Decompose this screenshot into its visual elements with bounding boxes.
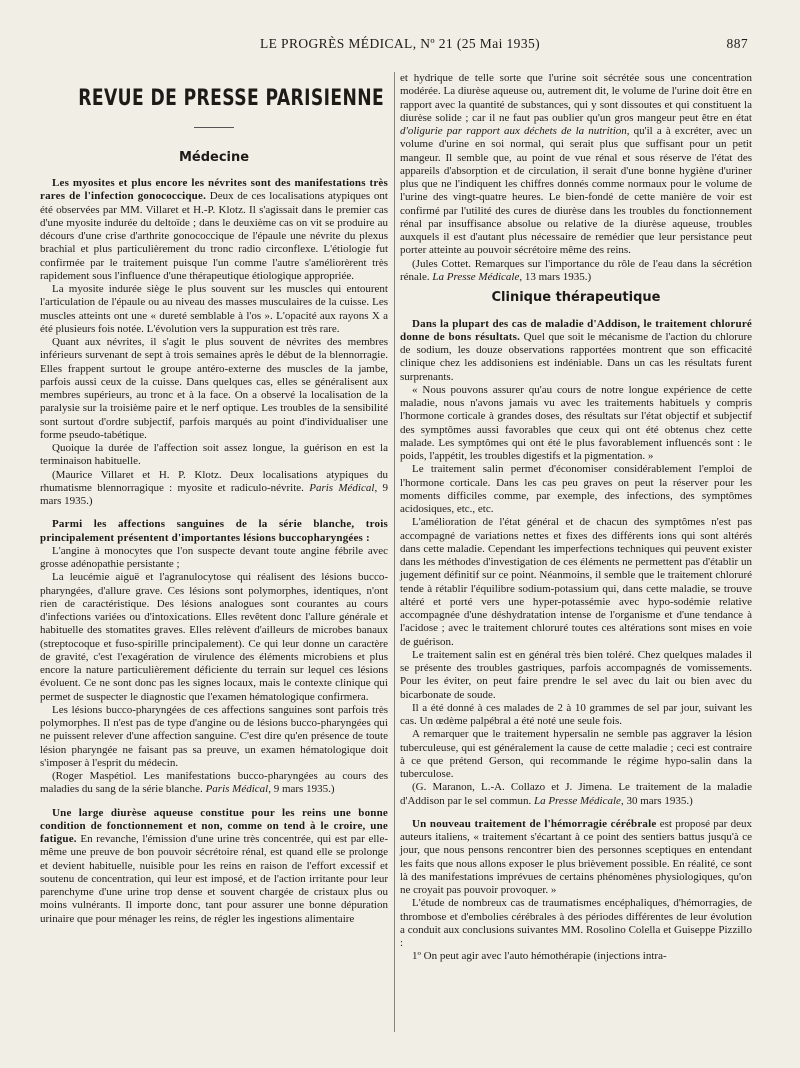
paragraph: est proposé par deux auteurs italiens, « traitement s'écartant à ce point des sentiers battus jusqu'à ce jour, que nous pensons rencontrer bien des personnes sceptiques en entendant les faits que nous allons exposer le plus brièvement possible. En réalité, ce sont là des manifestations imprévues de certains phénomènes physiologiques, qu'on ne croyait pas pouvoir provoquer. » (400, 817, 752, 897)
paragraph: A remarquer que le traitement hypersalin ne semble pas aggraver la lésion tuberculeuse, qui est généralement la cause de cette maladie ; ceci est contraire à ce que prétend Gerson, qui recommande le régime hypo-salin dans la tuberculose. (400, 728, 752, 781)
citation-source: Paris Médical (205, 783, 269, 796)
section-heading-medecine: Médecine (178, 149, 250, 165)
quote-paragraph: « Nous pouvons assurer qu'au cours de notre longue expérience de cette maladie, nous n'avons jamais vu avec les traitements habituels y compris l'hormone corticale à grandes doses, des résultats sur l'état objectif et subjectif des symptômes aussi favorables que ceux qui ont été obtenus chez cette malade. Les symptômes qui ont été le plus favorablement influencés sont : le poids, l'appétit, les troubles digestifs et la pigmentation. » (400, 383, 752, 463)
citation-date: , 30 mars 1935.) (620, 794, 693, 807)
right-column (400, 72, 752, 964)
paragraph: Le traitement salin est en général très bien toléré. Chez quelques malades il se présente des troubles gastriques, parfois accompagnés de vomissements. Pour les éviter, on peut faire prendre le sel avec du lait ou bien avec du bicarbonate de soude. (400, 648, 752, 701)
citation-text: (Jules Cottet. Remarques sur l'importance du rôle de l'eau dans la sécrétion rénale. (400, 257, 752, 283)
emphasis-text: d'oligurie par rapport aux déchets de la nutrition (400, 125, 627, 137)
article-lead: Parmi les affections sanguines de la série blanche, trois principalement présentent d'importantes lésions buccopharyngées : (40, 518, 388, 544)
citation-source: La Presse Médicale (533, 794, 621, 807)
paragraph: Le traitement salin permet d'économiser considérablement l'emploi de l'hormone corticale. Dans les cas peu graves on peut la réserver pour les moments difficiles comme, par exemple, des infections, des symptômes acidosiques, etc., etc. (400, 463, 752, 516)
citation (40, 770, 388, 797)
citation-text: (G. Maranon, L.-A. Collazo et J. Jimena. Le traitement de la maladie d'Addison par le sel commun. (400, 781, 752, 807)
article-lead: Dans la plupart des cas de maladie d'Addison, le traitement chloruré donne de bons résultats. (400, 317, 752, 343)
citation (400, 258, 752, 285)
paragraph-text: , qu'il a à excréter, avec un volume d'urine en soi normal, qui serait plus que suffisant pour un petit mangeur. Il semble que, au point de vue rénal et sous réserve de l'état des appareils d'absorption et de circulation, il serait d'une bonne hygiène d'uriner plus que ne l'indiquent les chiffres donnés comme normaux pour le volume de l'urine des vingt-quatre heures. Le bien-fondé de cette manière de voir est confirmé par l'utilité des cures de diurèse dans les troubles du fonctionnement rénal par insuffisance absolue ou relative de la diurèse aqueuse, troubles auxquels il est d'autant plus nécessaire de remédier que leur persistance peut porter atteinte au pouvoir sécrétoire même des reins. (400, 125, 752, 257)
journal-title: LE PROGRÈS MÉDICAL, Nº 21 (25 Mai 1935) (259, 36, 541, 51)
paragraph: Deux de ces localisations atypiques ont été observées par MM. Villaret et H.-P. Klotz. Il s'agissait dans le premier cas d'une myosite indurée du deltoïde ; dans le deuxième cas on vit se produire au décours d'une crise d'arthrite gonococcique de l'épaule une névrite du plexus brachial et plus particulièrement du tronc radio circonflexe. L'étiologie fut confirmée par le traitement puisque l'un comme l'autre s'améliorèrent très rapidement sous l'influence d'une thérapeutique étiologique appropriée. (40, 190, 388, 282)
paragraph-text: et hydrique de telle sorte que l'urine soit sécrétée sous une concentration modérée. La diurèse aqueuse ou, autrement dit, le volume de l'urine doit être en rapport avec la quantité de substances, qui y sont dissoutes et qui constituent la diurèse solide ; car il ne faut pas oublier qu'un gros mangeur peut être en état (400, 72, 752, 124)
running-header (0, 36, 800, 54)
paragraph: L'angine à monocytes que l'on suspecte devant toute angine fébrile avec grosse adénopathie persistante ; (40, 544, 388, 571)
article-lead: Les myosites et plus encore les névrites sont des manifestations très rares de l'infection gonococcique. (40, 177, 388, 203)
citation-text: (Maurice Villaret et H. P. Klotz. Deux localisations atypiques du rhumatisme blennorragique : myosite et radiculo-névrite. (40, 468, 388, 494)
left-column (40, 72, 388, 926)
citation-date: , 9 mars 1935.) (268, 783, 335, 796)
paragraph: La myosite indurée siège le plus souvent sur les muscles qui entourent l'articulation de l'épaule ou au niveau des masses musculaires de la cuisse. Les muscles atteints ont une « dureté semblable à l'os ». L'opacité aux rayons X a été plusieurs fois notée. L'évolution vers la suppuration est très rare. (40, 283, 388, 335)
article-diurese (40, 807, 388, 926)
paragraph: 1º On peut agir avec l'auto hémothérapie (injections intra- (412, 950, 667, 963)
section-heading-clinique: Clinique thérapeutique (491, 290, 661, 305)
citation-date: , 9 mars 1935.) (40, 481, 389, 508)
article-hemorragie (400, 818, 752, 898)
citation (40, 469, 388, 509)
citation-source: Paris Médical (309, 481, 375, 494)
paragraph: Quant aux névrites, il s'agit le plus souvent de névrites des membres inférieurs survenant de sept à trois semaines après le début de la blennorragie. Elles frappent surtout le groupe antéro-externe des muscles de la jambe, parfois aussi ceux de la cuisse. Dans quelques cas, elles se généralisent aux membres supérieurs, au tronc et à la face. On a observé la localisation de la paralysie sur la troisième paire et le nerf optique. Les troubles de la sensibilité sont surtout d'ordre subjectif, parfois marqués au point d'individualiser une forme pseudo-tabétique. (40, 336, 388, 441)
article-lead: Un nouveau traitement de l'hémorragie cérébrale (412, 817, 657, 830)
page-number: 887 (726, 36, 748, 51)
paragraph: L'amélioration de l'état général et de chacun des symptômes n'est pas accompagné de variations nettes et fixes des différents ions qui sont altérés dans cette maladie. Cependant les imperfections techniques qui peuvent exister dans les méthodes d'investigation de ces éléments ne permettent pas d'établir un jugement définitif sur ce point. Néanmoins, il semble que le traitement chloruré tende à rétablir l'équilibre sodium-potassium qui, dans cette maladie, se trouve altéré et porté vers une hyper-potassémie avec hypo-sodémie relative accompagnée d'une déshydratation intense de l'organisme et d'une tendance à l'acidose ; avec le traitement chloruré toutes ces altérations sont mises en voie de guérison. (400, 516, 752, 648)
article-affections-sanguines (40, 518, 388, 545)
article-lead: Une large diurèse aqueuse constitue pour les reins une bonne condition de fonctionnement et non, comme on tend à le croire, une fatigue. (40, 806, 388, 846)
paragraph: En revanche, l'émission d'une urine très concentrée, qui est par elle-même une preuve de bon pouvoir sécrétoire rénal, est quand elle se prolonge et devient habituelle, nuisible pour les reins en raison de l'effort excessif et soutenu de concentration, qui leur est imposé, et de l'action irritante pour leur parenchyme d'une urine trop dense et souvent chargée de cristaux plus ou moins vulnérants. Il importe donc, tant pour assurer une bonne dépuration urinaire que pour ménager les reins, de régler les ingestions alimentaire (40, 833, 388, 925)
paragraph: Quoique la durée de l'affection soit assez longue, la guérison en est la terminaison habituelle. (40, 442, 388, 468)
citation-source: La Presse Médicale (432, 270, 520, 283)
citation-date: , 13 mars 1935.) (519, 270, 592, 283)
paragraph: Les lésions bucco-pharyngées de ces affections sanguines sont parfois très polymorphes. Il n'est pas de type d'angine ou de lésions bucco-pharyngées qui ne puissent relever d'une affection sanguine. C'est dire qu'en présence de toute lésion pharyngée ne faisant pas sa preuve, un examen hématologique doit s'imposer à l'esprit du médecin. (40, 703, 388, 769)
paragraph-continued (400, 72, 752, 258)
citation (400, 781, 752, 808)
article-addison (400, 318, 752, 384)
revue-title: REVUE DE PRESSE PARISIENNE (78, 86, 385, 111)
paragraph: Il a été donné à ces malades de 2 à 10 grammes de sel par jour, suivant les cas. Un œdème palpébral a été noté une seule fois. (400, 701, 752, 728)
article-myosites (40, 177, 388, 283)
column-divider (394, 72, 395, 1032)
paragraph: La leucémie aiguë et l'agranulocytose qui réalisent des lésions bucco-pharyngées, d'allure grave. Ces lésions sont polymorphes, identiques, n'ont rien de caractéristique. Des lésions analogues sont courantes au cours d'infections variées ou d'intoxications. Elles revêtent donc l'allure générale et habituelle des stomatites graves. Elles relèvent d'ailleurs de microbes banaux (streptocoque et fuso-spirille principalement). Ce qui leur donne un caractère de gravité, c'est l'exagération de virulence des éléments microbiens et plus encore la nature particulièrement déficiente du terrain sur lequel ces lésions évoluent. Ce ne sont donc pas les signes locaux, mais le contexte clinique qui permet de suspecter le diagnostic que l'examen hématologique confirmera. (40, 571, 388, 703)
title-divider (194, 127, 234, 128)
citation-text: (Roger Maspétiol. Les manifestations bucco-pharyngées au cours des maladies du sang de la série blanche. (40, 770, 388, 796)
paragraph: L'étude de nombreux cas de traumatismes encéphaliques, d'hémorragies, de thrombose et d'embolies cérébrales à des périodes différentes de leur évolution a conduit aux conclusions suivantes MM. Rosolino Colella et Guiseppe Pizzillo : (400, 897, 752, 950)
paragraph: Quel que soit le mécanisme de l'action du chlorure de sodium, les douze observations rapportées montrent que son efficacité clinique chez les addisoniens est indéniable. Dans un cas les résultats furent surprenants. (400, 330, 752, 383)
